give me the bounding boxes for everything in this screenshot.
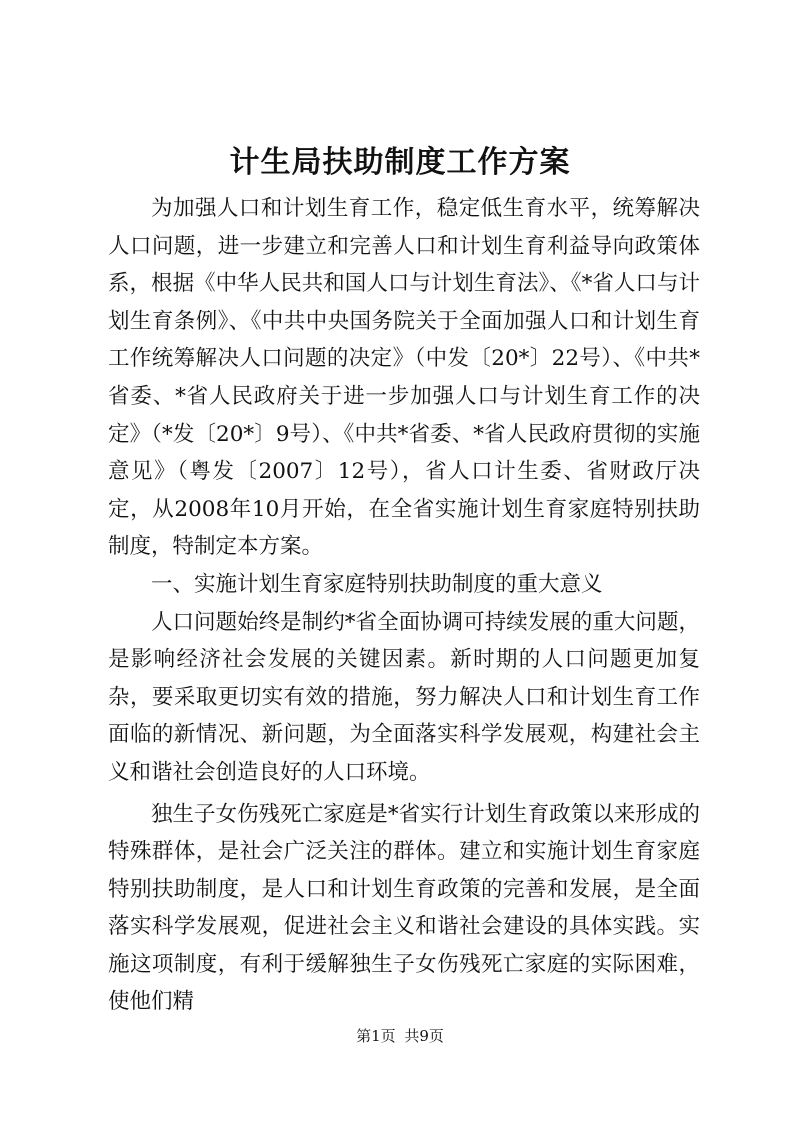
- paragraph-intro: 为加强人口和计划生育工作，稳定低生育水平，统筹解决人口问题，进一步建立和完善人口和计划生育利益导向政策体系，根据《中华人民共和国人口与计划生育法》、《*省人口与计划生育条例》、《中共中央国务院关于全面加强人口和计划生育工作统筹解决人口问题的决定》（中发〔20*〕22号）、《中共*省委、*省人民政府关于进一步加强人口与计划生育工作的决定》（*发〔20*〕9号）、《中共*省委、*省人民政府贯彻的实施意见》（粤发〔2007〕12号），省人口计生委、省财政厅决定，从2008年10月开始，在全省实施计划生育家庭特别扶助制度，特制定本方案。: [108, 196, 700, 560]
- document-body: [108, 190, 700, 1021]
- paragraph-special-group: 独生子女伤残死亡家庭是*省实行计划生育政策以来形成的特殊群体，是社会广泛关注的群体。建立和实施计划生育家庭特别扶助制度，是人口和计划生育政策的完善和发展，是全面落实科学发展观，促进社会主义和谐社会建设的具体实践。实施这项制度，有利于缓解独生子女伤残死亡家庭的实际困难，使他们精: [108, 801, 700, 1015]
- paragraph-significance: 人口问题始终是制约*省全面协调可持续发展的重大问题，是影响经济社会发展的关键因素。新时期的人口问题更加复杂，要采取更切实有效的措施，努力解决人口和计划生育工作面临的新情况、新问题，为全面落实科学发展观，构建社会主义和谐社会创造良好的人口环境。: [108, 609, 700, 785]
- document-title: 计生局扶助制度工作方案: [229, 145, 571, 180]
- page-total: 共9页: [404, 1027, 444, 1045]
- page-footer: [0, 1026, 800, 1046]
- section-heading-1: 一、实施计划生育家庭特别扶助制度的重大意义: [151, 571, 603, 597]
- page-number: 第1页: [356, 1027, 396, 1045]
